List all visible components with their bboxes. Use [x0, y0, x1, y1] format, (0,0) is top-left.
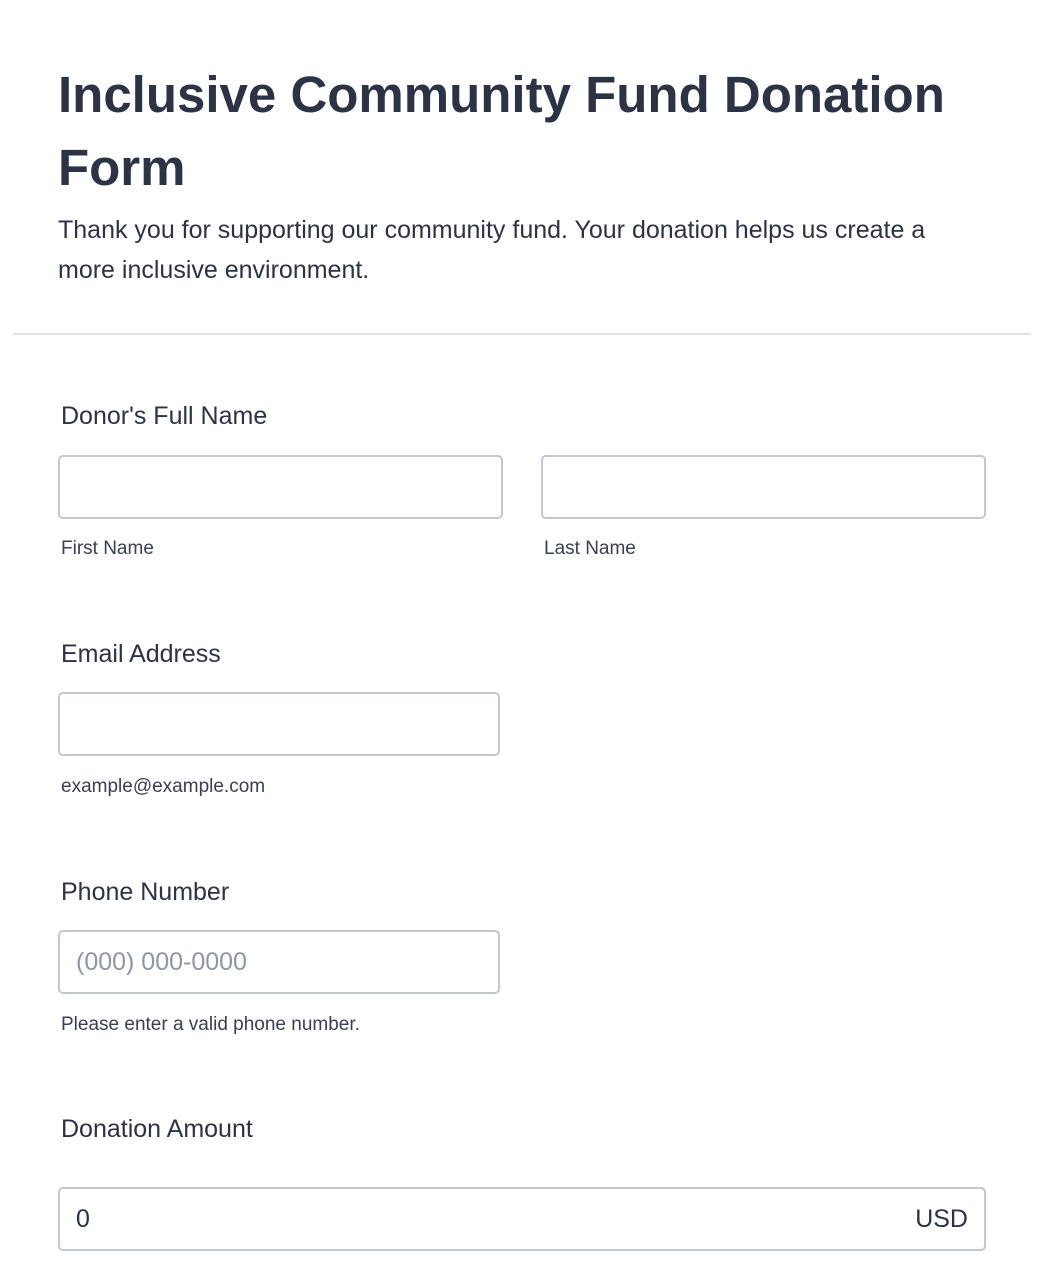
email-sublabel: example@example.com: [61, 776, 266, 797]
first-name-sublabel: First Name: [61, 538, 154, 559]
form-title: Inclusive Community Fund Donation Form: [58, 66, 945, 196]
header-divider: [13, 333, 1031, 335]
phone-sublabel: Please enter a valid phone number.: [61, 1014, 360, 1035]
email-input[interactable]: [58, 692, 500, 756]
last-name-input[interactable]: [541, 455, 986, 519]
donor-name-label: Donor's Full Name: [61, 402, 268, 430]
donation-amount-value[interactable]: 0: [76, 1205, 90, 1233]
last-name-sublabel: Last Name: [544, 538, 636, 559]
phone-input[interactable]: [58, 930, 500, 994]
donation-amount-input[interactable]: [58, 1187, 986, 1251]
first-name-input[interactable]: [58, 455, 503, 519]
form-header: [58, 58, 988, 290]
email-label: Email Address: [61, 640, 221, 668]
currency-label: USD: [915, 1205, 968, 1233]
donation-amount-label: Donation Amount: [61, 1115, 253, 1143]
form-subtitle: Thank you for supporting our community fund. Your donation helps us create a more inclusive environment.: [58, 216, 926, 284]
phone-label: Phone Number: [61, 878, 230, 906]
